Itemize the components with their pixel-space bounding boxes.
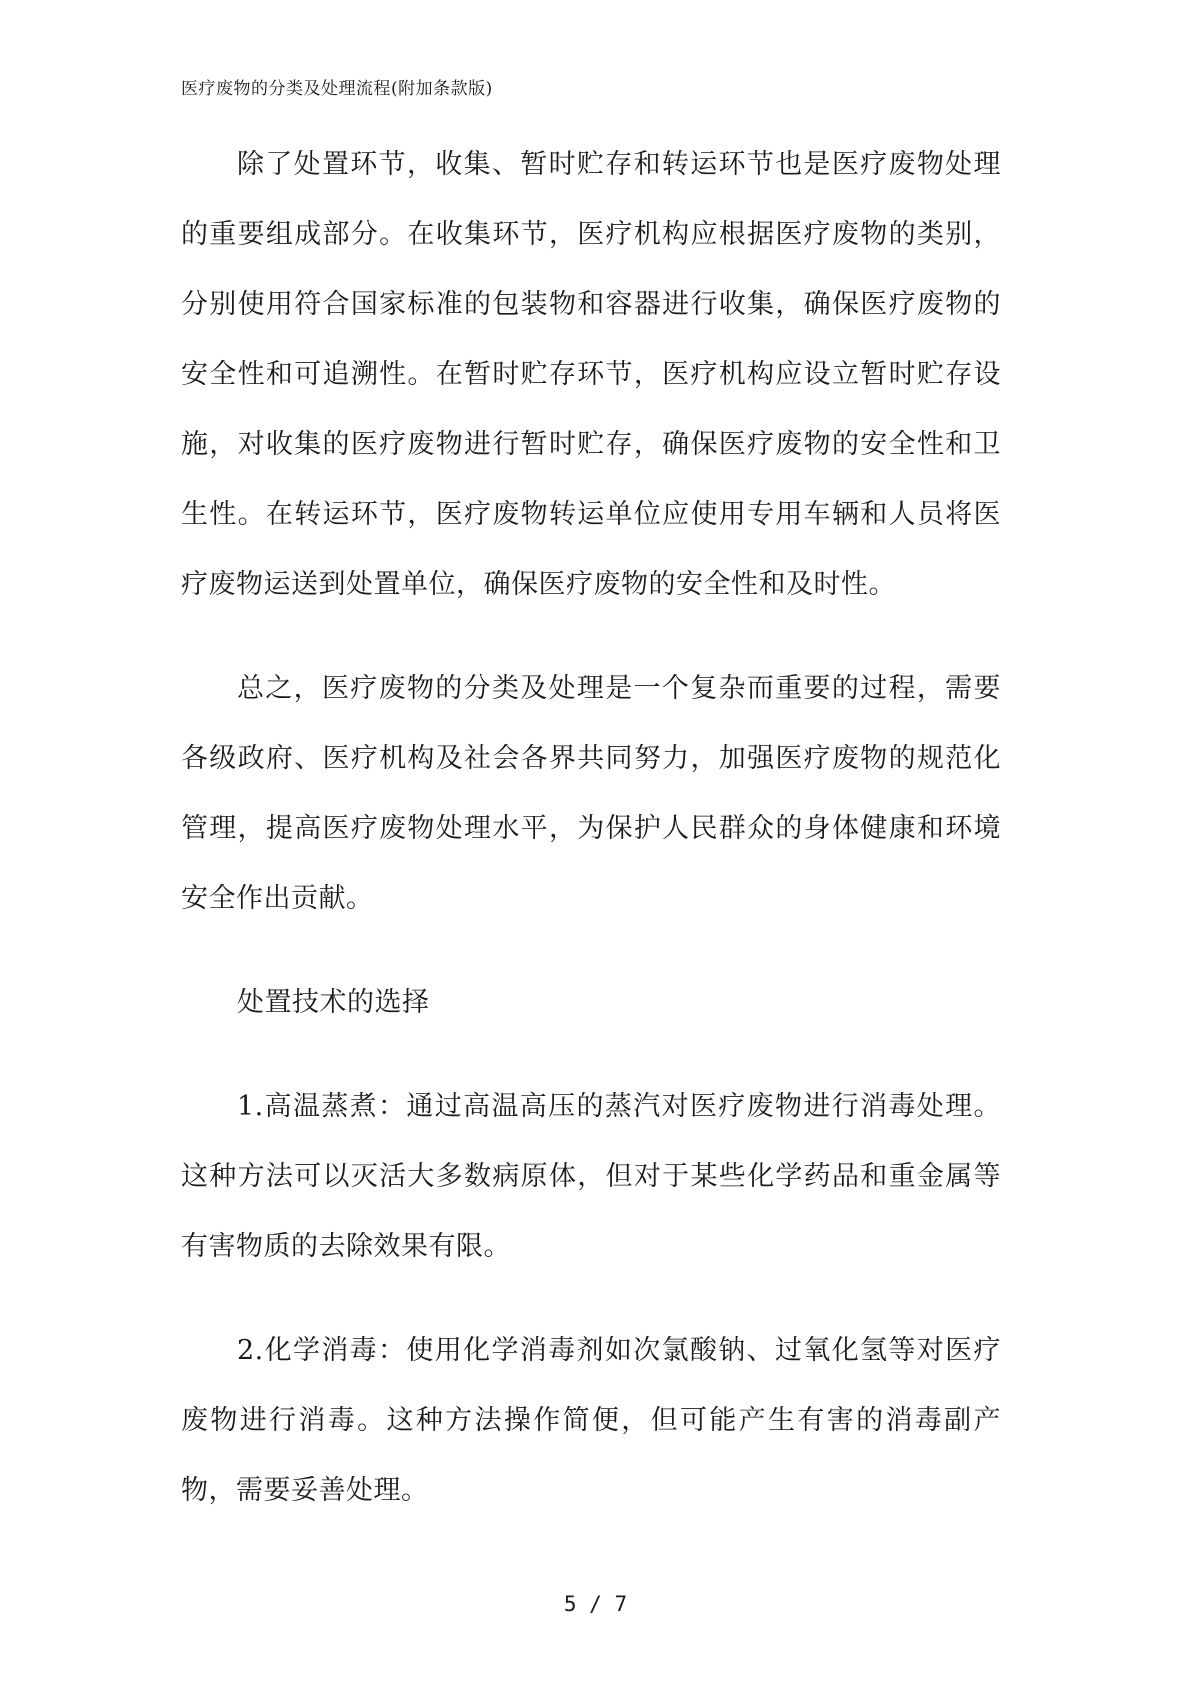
document-body	[181, 130, 1001, 1560]
page-header-title: 医疗废物的分类及处理流程(附加条款版)	[181, 79, 493, 99]
paragraph-high-temperature-steam: 1.高温蒸煮：通过高温高压的蒸汽对医疗废物进行消毒处理。这种方法可以灭活大多数病原体，但对于某些化学药品和重金属等有害物质的去除效果有限。	[181, 1091, 1001, 1262]
paragraph-chemical-disinfection: 2.化学消毒：使用化学消毒剂如次氯酸钠、过氧化氢等对医疗废物进行消毒。这种方法操作简便，但可能产生有害的消毒副产物，需要妥善处理。	[181, 1335, 1001, 1506]
section-heading-treatment-selection: 处置技术的选择	[237, 987, 430, 1018]
paragraph-conclusion: 总之，医疗废物的分类及处理是一个复杂而重要的过程，需要各级政府、医疗机构及社会各界共同努力，加强医疗废物的规范化管理，提高医疗废物处理水平，为保护人民群众的身体健康和环境安全作出贡献。	[181, 673, 1001, 914]
page-number: 5 / 7	[563, 1592, 628, 1616]
paragraph-collection-storage-transport: 除了处置环节，收集、暂时贮存和转运环节也是医疗废物处理的重要组成部分。在收集环节，医疗机构应根据医疗废物的类别，分别使用符合国家标准的包装物和容器进行收集，确保医疗废物的安全性和可追溯性。在暂时贮存环节，医疗机构应设立暂时贮存设施，对收集的医疗废物进行暂时贮存，确保医疗废物的安全性和卫生性。在转运环节，医疗废物转运单位应使用专用车辆和人员将医疗废物运送到处置单位，确保医疗废物的安全性和及时性。	[181, 149, 1001, 600]
